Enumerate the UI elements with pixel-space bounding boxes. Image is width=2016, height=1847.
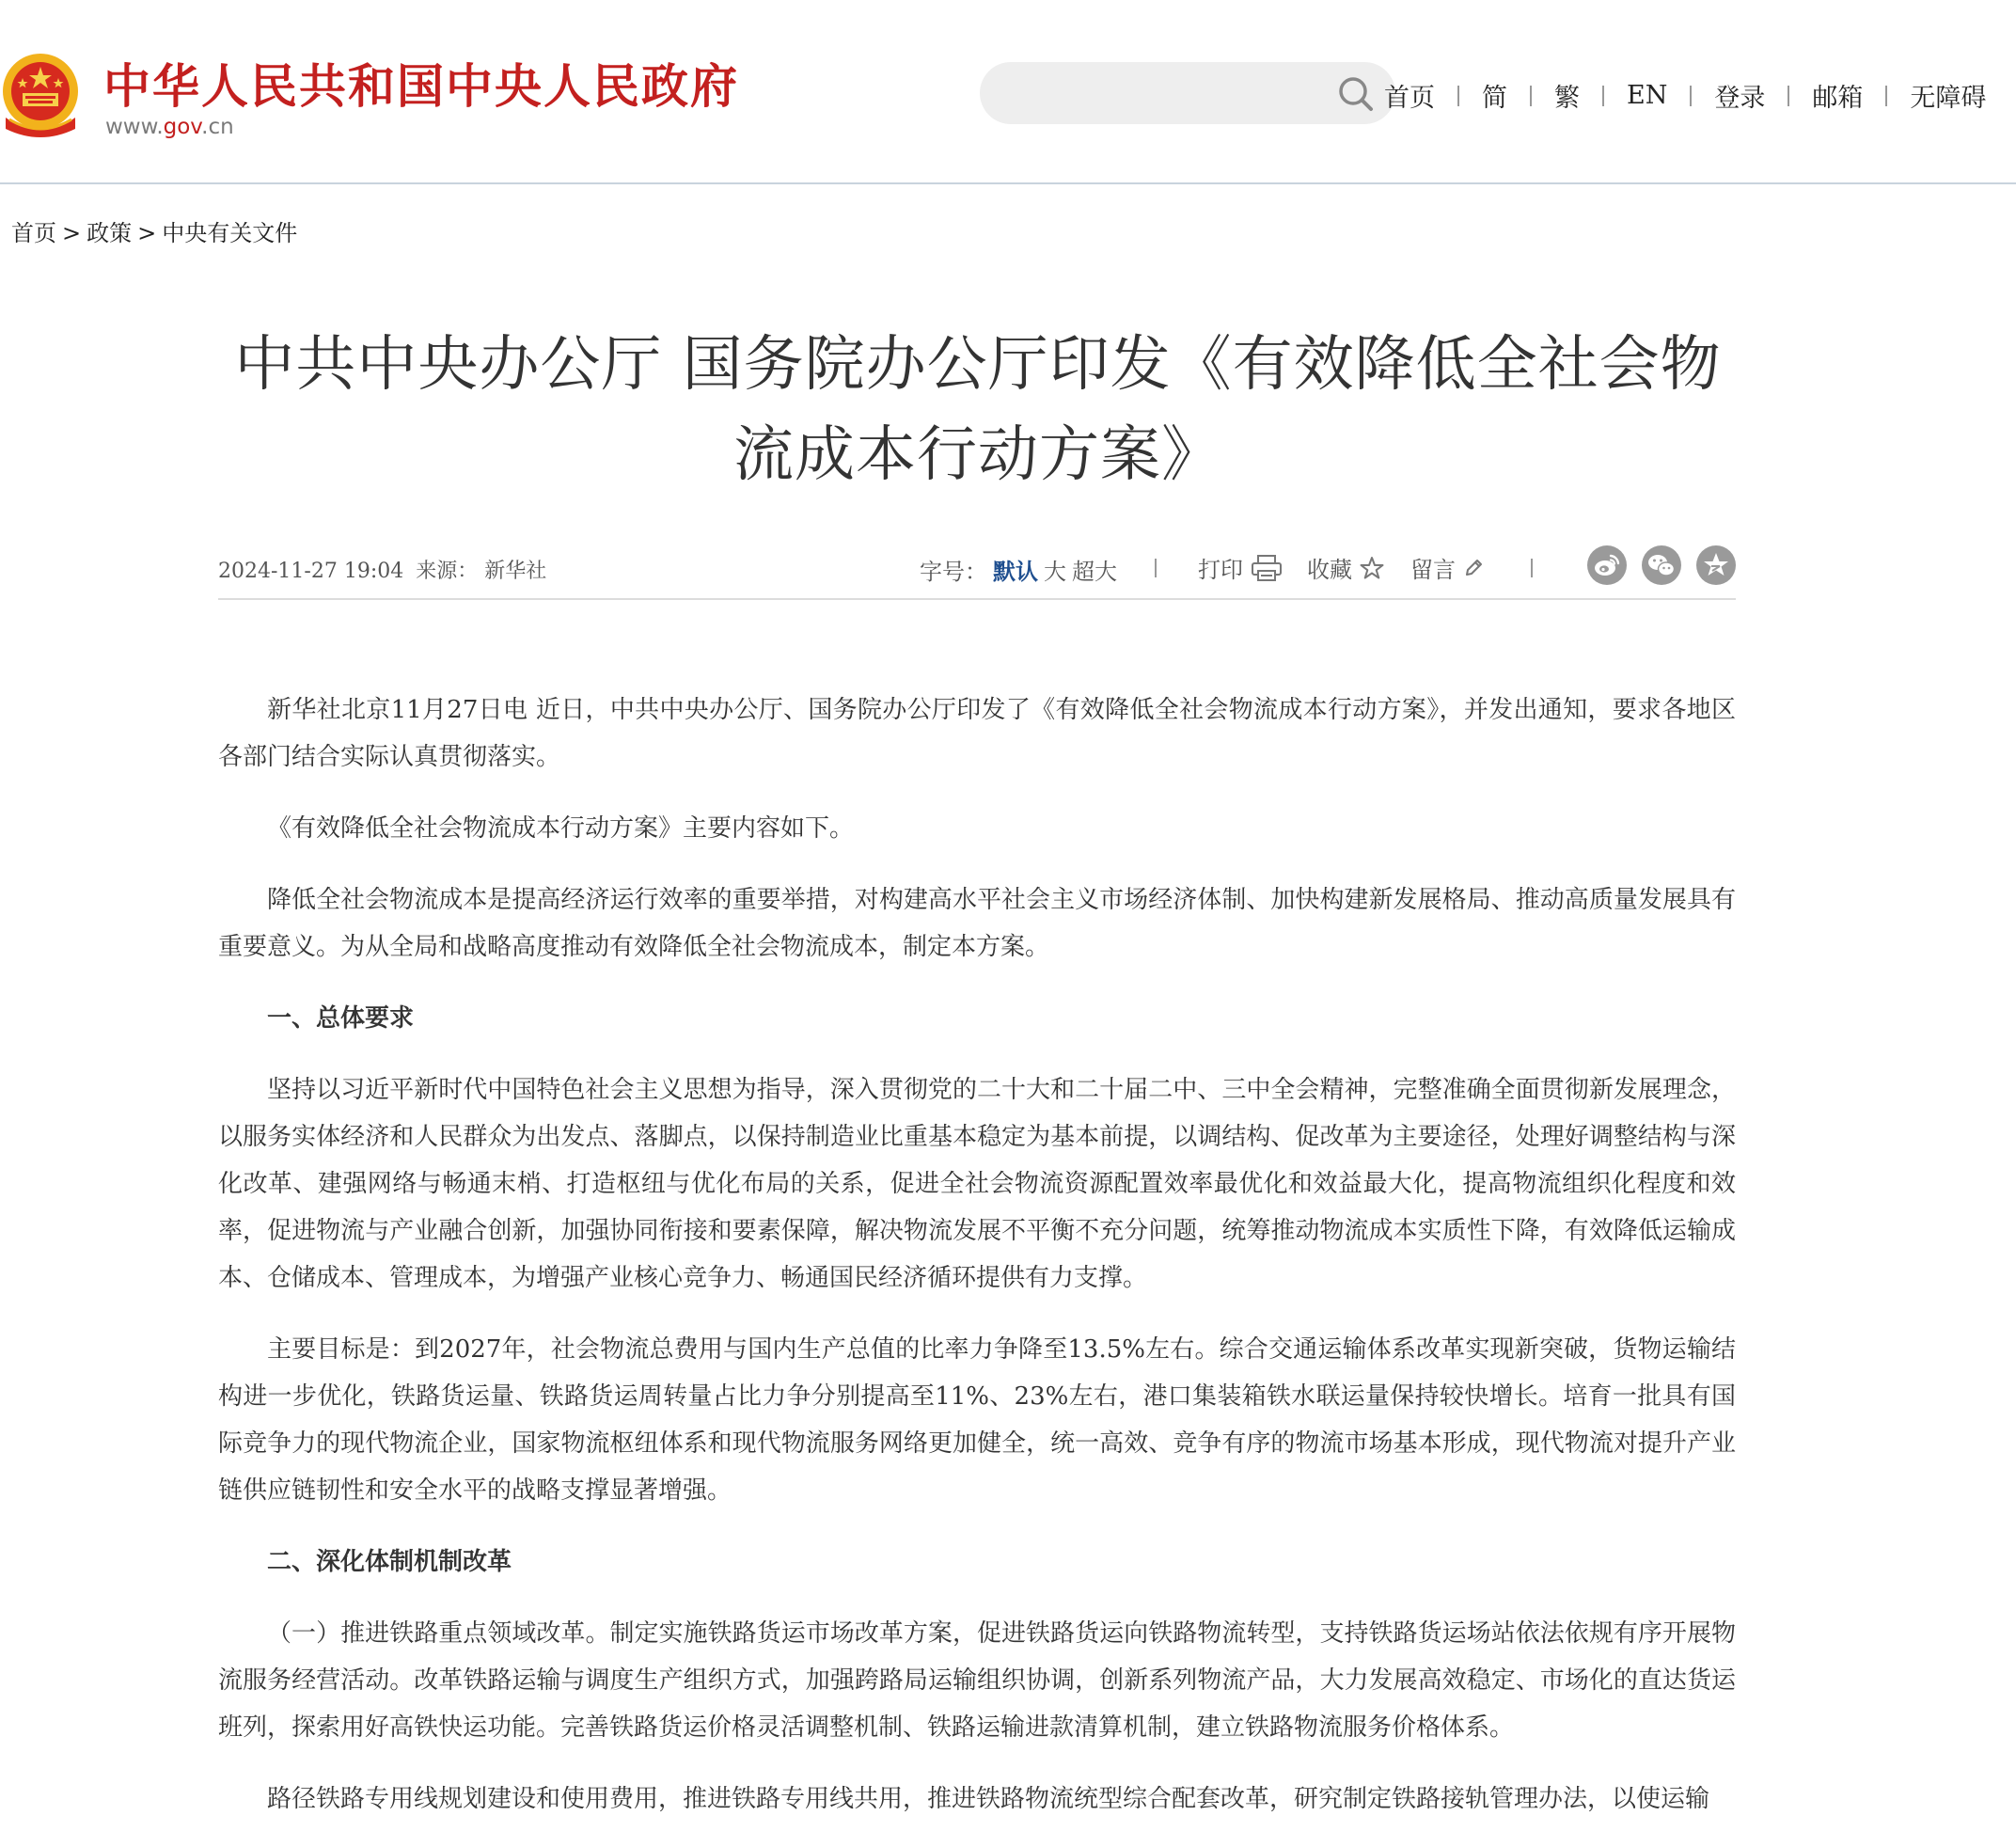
pencil-icon xyxy=(1463,558,1484,578)
nav-separator xyxy=(1602,86,1604,106)
breadcrumb-separator: > xyxy=(137,220,157,246)
breadcrumb-separator: > xyxy=(62,220,82,246)
top-nav xyxy=(1384,77,1986,114)
font-size-xlarge-option[interactable]: 超大 xyxy=(1072,559,1117,585)
search-icon[interactable] xyxy=(1337,75,1375,113)
weibo-icon xyxy=(1587,545,1627,585)
favorite-button[interactable] xyxy=(1307,551,1384,584)
article-paragraph: （一）推进铁路重点领域改革。制定实施铁路货运市场改革方案，促进铁路货运向铁路物流转型，支持铁路货运场站依法依规有序开展物流服务经营活动。改革铁路运输与调度生产组织方式，加强跨路局运输组织协调，创新系列物流产品，大力发展高效稳定、市场化的直达货运班列，探索用好高铁快运功能。完善铁路货运价格灵活调整机制、铁路运输进款清算机制，建立铁路物流服务价格体系。 xyxy=(218,1619,1736,1742)
breadcrumb-central-documents[interactable]: 中央有关文件 xyxy=(162,220,298,246)
nav-separator xyxy=(1788,86,1789,106)
print-label: 打印 xyxy=(1198,557,1243,583)
breadcrumb-home[interactable]: 首页 xyxy=(11,220,56,246)
font-size-default-option[interactable]: 默认 xyxy=(993,558,1038,585)
source-name: 新华社 xyxy=(484,560,547,583)
breadcrumb-policy[interactable]: 政策 xyxy=(87,220,133,246)
comment-label: 留言 xyxy=(1410,557,1456,583)
article-paragraph: 坚持以习近平新时代中国特色社会主义思想为指导，深入贯彻党的二十大和二十届二中、三中全会精神，完整准确全面贯彻新发展理念，以服务实体经济和人民群众为出发点、落脚点，以保持制造业比重基本稳定为基本前提，以调结构、促改革为主要途径，处理好调整结构与深化改革、建强网络与畅通末梢、打造枢纽与优化布局的关系，促进全社会物流资源配置效率最优化和效益最大化，提高物流组织化程度和效率，促进物流与产业融合创新，加强协同衔接和要素保障，解决物流发展不平衡不充分问题，统筹推动物流成本实质性下降，有效降低运输成本、仓储成本、管理成本，为增强产业核心竞争力、畅通国民经济循环提供有力支撑。 xyxy=(218,1076,1736,1292)
comment-button[interactable] xyxy=(1410,551,1484,584)
meta-separator xyxy=(1155,559,1157,577)
qzone-share-button[interactable] xyxy=(1696,545,1736,585)
qzone-icon xyxy=(1696,545,1736,585)
meta-separator xyxy=(1531,559,1533,577)
publish-date: 2024-11-27 19:04 xyxy=(218,560,404,583)
article-paragraph: 《有效降低全社会物流成本行动方案》主要内容如下。 xyxy=(267,814,855,843)
nav-login-link[interactable]: 登录 xyxy=(1714,84,1766,113)
nav-separator xyxy=(1457,86,1459,106)
article-paragraph: 路径铁路专用线规划建设和使用费用，推进铁路专用线共用，推进铁路物流统型综合配套改革，研究制定铁路接轨管理办法，以使运输 xyxy=(267,1785,1710,1813)
weibo-share-button[interactable] xyxy=(1587,545,1627,585)
article-meta-bar xyxy=(218,545,1736,600)
site-header xyxy=(0,0,2016,184)
print-button[interactable] xyxy=(1198,551,1283,584)
nav-home-link[interactable]: 首页 xyxy=(1384,84,1435,113)
star-icon xyxy=(1360,556,1384,580)
nav-separator xyxy=(1690,86,1692,106)
article-paragraph: 主要目标是：到2027年，社会物流总费用与国内生产总值的比率力争降至13.5%左右。综合交通运输体系改革实现新突破，货物运输结构进一步优化，铁路货运量、铁路货运周转量占比力争分别提高至11%、23%左右，港口集装箱铁水联运量保持较快增长。培育一批具有国际竞争力的现代物流企业，国家物流枢纽体系和现代物流服务网络更加健全，统一高效、竞争有序的物流市场基本形成，现代物流对提升产业链供应链韧性和安全水平的战略支撑显著增强。 xyxy=(218,1335,1736,1505)
printer-icon xyxy=(1251,554,1283,582)
site-url-suffix: .cn xyxy=(201,115,234,139)
wechat-share-button[interactable] xyxy=(1642,545,1681,585)
font-size-label: 字号： xyxy=(920,559,987,585)
article-title xyxy=(218,320,1738,500)
font-size-selector xyxy=(920,553,1117,586)
site-url[interactable] xyxy=(105,115,234,139)
article-title-line-1: 中共中央办公厅 国务院办公厅印发《有效降低全社会物 xyxy=(234,330,1722,400)
article-body xyxy=(218,687,1736,1847)
nav-simplified-link[interactable]: 简 xyxy=(1482,84,1507,113)
article-title-line-2: 流成本行动方案》 xyxy=(733,420,1222,490)
nav-traditional-link[interactable]: 繁 xyxy=(1554,84,1580,113)
section-heading: 一、总体要求 xyxy=(267,1004,415,1033)
source-label: 来源： xyxy=(416,560,479,583)
site-title[interactable]: 中华人民共和国中央人民政府 xyxy=(103,59,739,114)
search-input[interactable] xyxy=(980,62,1395,124)
site-url-domain: gov xyxy=(163,115,202,139)
font-size-large-option[interactable]: 大 xyxy=(1044,559,1066,585)
nav-english-link[interactable]: EN xyxy=(1627,81,1668,110)
article-paragraph: 新华社北京11月27日电 近日，中共中央办公厅、国务院办公厅印发了《有效降低全社会物流成本行动方案》，并发出通知，要求各地区各部门结合实际认真贯彻落实。 xyxy=(218,696,1736,771)
article-paragraph: 降低全社会物流成本是提高经济运行效率的重要举措，对构建高水平社会主义市场经济体制、加快构建新发展格局、推动高质量发展具有重要意义。为从全局和战略高度推动有效降低全社会物流成本，制定本方案。 xyxy=(218,886,1736,961)
nav-separator xyxy=(1885,86,1887,106)
section-heading: 二、深化体制机制改革 xyxy=(267,1548,512,1576)
nav-separator xyxy=(1530,86,1532,106)
favorite-label: 收藏 xyxy=(1307,557,1352,583)
site-url-prefix: www. xyxy=(105,115,164,139)
national-emblem-icon[interactable] xyxy=(0,52,81,140)
nav-accessibility-link[interactable]: 无障碍 xyxy=(1910,84,1987,113)
article-publish-info xyxy=(218,555,546,584)
breadcrumb xyxy=(11,214,297,247)
wechat-icon xyxy=(1642,545,1681,585)
nav-mail-link[interactable]: 邮箱 xyxy=(1812,84,1864,113)
